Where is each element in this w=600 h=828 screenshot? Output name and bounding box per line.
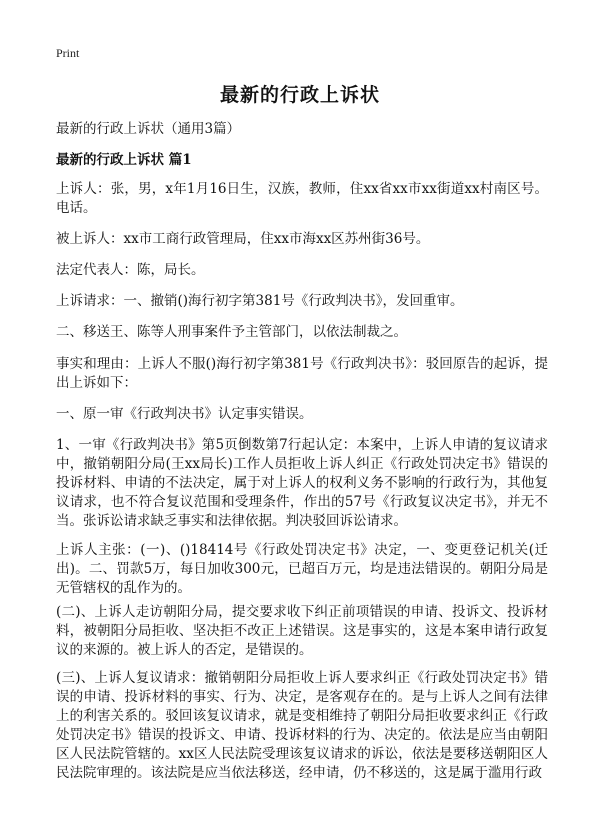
paragraph: (三)、上诉人复议请求：撤销朝阳分局拒收上诉人要求纠正《行政处罚决定书》错误的申请、投诉材料的事实、行为、决定，是客观存在的。是与上诉人之间有法律上的利害关系的。驳回该复议请求，就是变相维持了朝阳分局拒收要求纠正《行政处罚决定书》错误的投诉文、申请、投诉材料的行为、决定的。依法是应当由朝阳区人民法院管辖的。xx区人民法院受理该复议请求的诉讼，依法是要移送朝阳区人民法院审理的。该法院是应当依法移送，经申请，仍不移送的，这是属于滥用行政	[56, 670, 548, 781]
paragraph: 一、原一审《行政判决书》认定事实错误。	[56, 406, 313, 422]
paragraph: 二、移送王、陈等人刑事案件予主管部门，以依法制裁之。	[56, 324, 407, 340]
section-heading: 最新的行政上诉状 篇1	[56, 152, 192, 168]
paragraph: 被上诉人：xx市工商行政管理局，住xx市海xx区苏州街36号。	[56, 231, 430, 247]
paragraph: (二)、上诉人走访朝阳分局，提交要求收下纠正前项错误的申请、投诉文、投诉材料，被朝阳分局拒收、坚决拒不改正上述错误。这是事实的，这是本案申请行政复议的来源的。被上诉人的否定，是错误的。	[56, 604, 548, 658]
paragraph: 事实和理由：上诉人不服()海行初字第381号《行政判决书》：驳回原告的起诉，提出上诉如下：	[56, 356, 548, 391]
paragraph: 1、一审《行政判决书》第5页倒数第7行起认定：本案中，上诉人申请的复议请求中，撤销朝阳分局(王xx局长)工作人员拒收上诉人纠正《行政处罚决定书》错误的投诉材料、申请的不法决定，属于对上诉人的权利义务不影响的行政行为，其他复议请求，也不符合复议范围和受理条件，作出的57号《行政复议决定书》，并无不当。张诉讼请求缺乏事实和法律依据。判决驳回诉讼请求。	[56, 437, 548, 529]
paragraph: 上诉请求：一、撤销()海行初字第381号《行政判决书》，发回重审。	[56, 293, 464, 309]
paragraph: 法定代表人：陈，局长。	[56, 262, 205, 278]
print-label[interactable]: Print	[56, 46, 80, 60]
page-title: 最新的行政上诉状	[219, 84, 380, 106]
paragraph: 上诉人主张：(一)、()18414号《行政处罚决定书》决定，一、变更登记机关(迁出)。二、罚款5万，每日加收300元，已超百万元，均是违法错误的。朝阳分局是无管辖权的乱作为的。	[56, 542, 548, 596]
subtitle: 最新的行政上诉状（通用3篇）	[56, 121, 241, 137]
paragraph: 上诉人：张，男，x年1月16日生，汉族，教师，住xx省xx市xx街道xx村南区号。电话。	[56, 181, 548, 216]
